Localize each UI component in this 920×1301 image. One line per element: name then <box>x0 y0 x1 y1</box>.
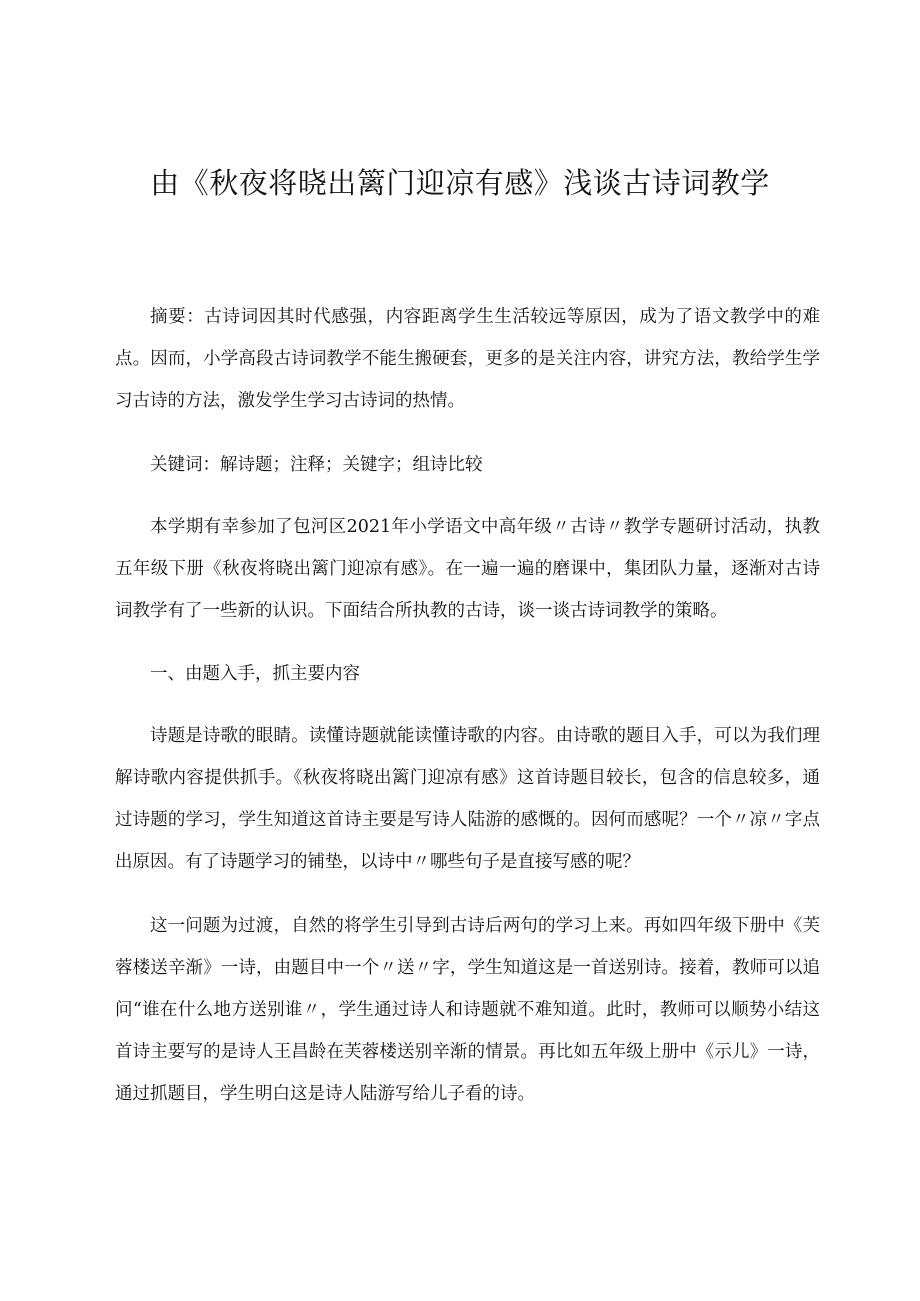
keywords-paragraph: 关键词：解诗题；注释；关键字；组诗比较 <box>150 455 483 475</box>
body-paragraph-2: 这一问题为过渡，自然的将学生引导到古诗后两句的学习上来。再如四年级下册中《芙蓉楼送辛渐》一诗，由题目中一个〃送〃字，学生知道这是一首送别诗。接着，教师可以追问“谁在什么地方送别谁〃，学生通过诗人和诗题就不难知道。此时，教师可以顺势小结这首诗主要写的是诗人王昌龄在芙蓉楼送别辛渐的情景。再比如五年级上册中《示儿》一诗，通过抓题目，学生明白这是诗人陆游写给儿子看的诗。 <box>115 916 820 1104</box>
section-heading-1: 一、由题入手，抓主要内容 <box>150 664 360 684</box>
intro-paragraph: 本学期有幸参加了包河区2021年小学语文中高年级〃古诗〃教学专题研讨活动，执教五年级下册《秋夜将晓出篱门迎凉有感》。在一遍一遍的磨课中，集团队力量，逐渐对古诗词教学有了一些新的认识。下面结合所执教的古诗，谈一谈古诗词教学的策略。 <box>115 517 820 621</box>
document-title: 由《秋夜将晓出篱门迎凉有感》浅谈古诗词教学 <box>150 166 770 200</box>
abstract-paragraph: 摘要：古诗词因其时代感强，内容距离学生生活较远等原因，成为了语文教学中的难点。因而，小学高段古诗词教学不能生搬硬套，更多的是关注内容，讲究方法，教给学生学习古诗的方法，激发学生学习古诗词的热情。 <box>115 307 820 411</box>
body-paragraph-1: 诗题是诗歌的眼睛。读懂诗题就能读懂诗歌的内容。由诗歌的题目入手，可以为我们理解诗歌内容提供抓手。《秋夜将晓出篱门迎凉有感》这首诗题目较长，包含的信息较多，通过诗题的学习，学生知道这首诗主要是写诗人陆游的感慨的。因何而感呢？一个〃凉〃字点出原因。有了诗题学习的铺垫，以诗中〃哪些句子是直接写感的呢？ <box>115 726 820 872</box>
